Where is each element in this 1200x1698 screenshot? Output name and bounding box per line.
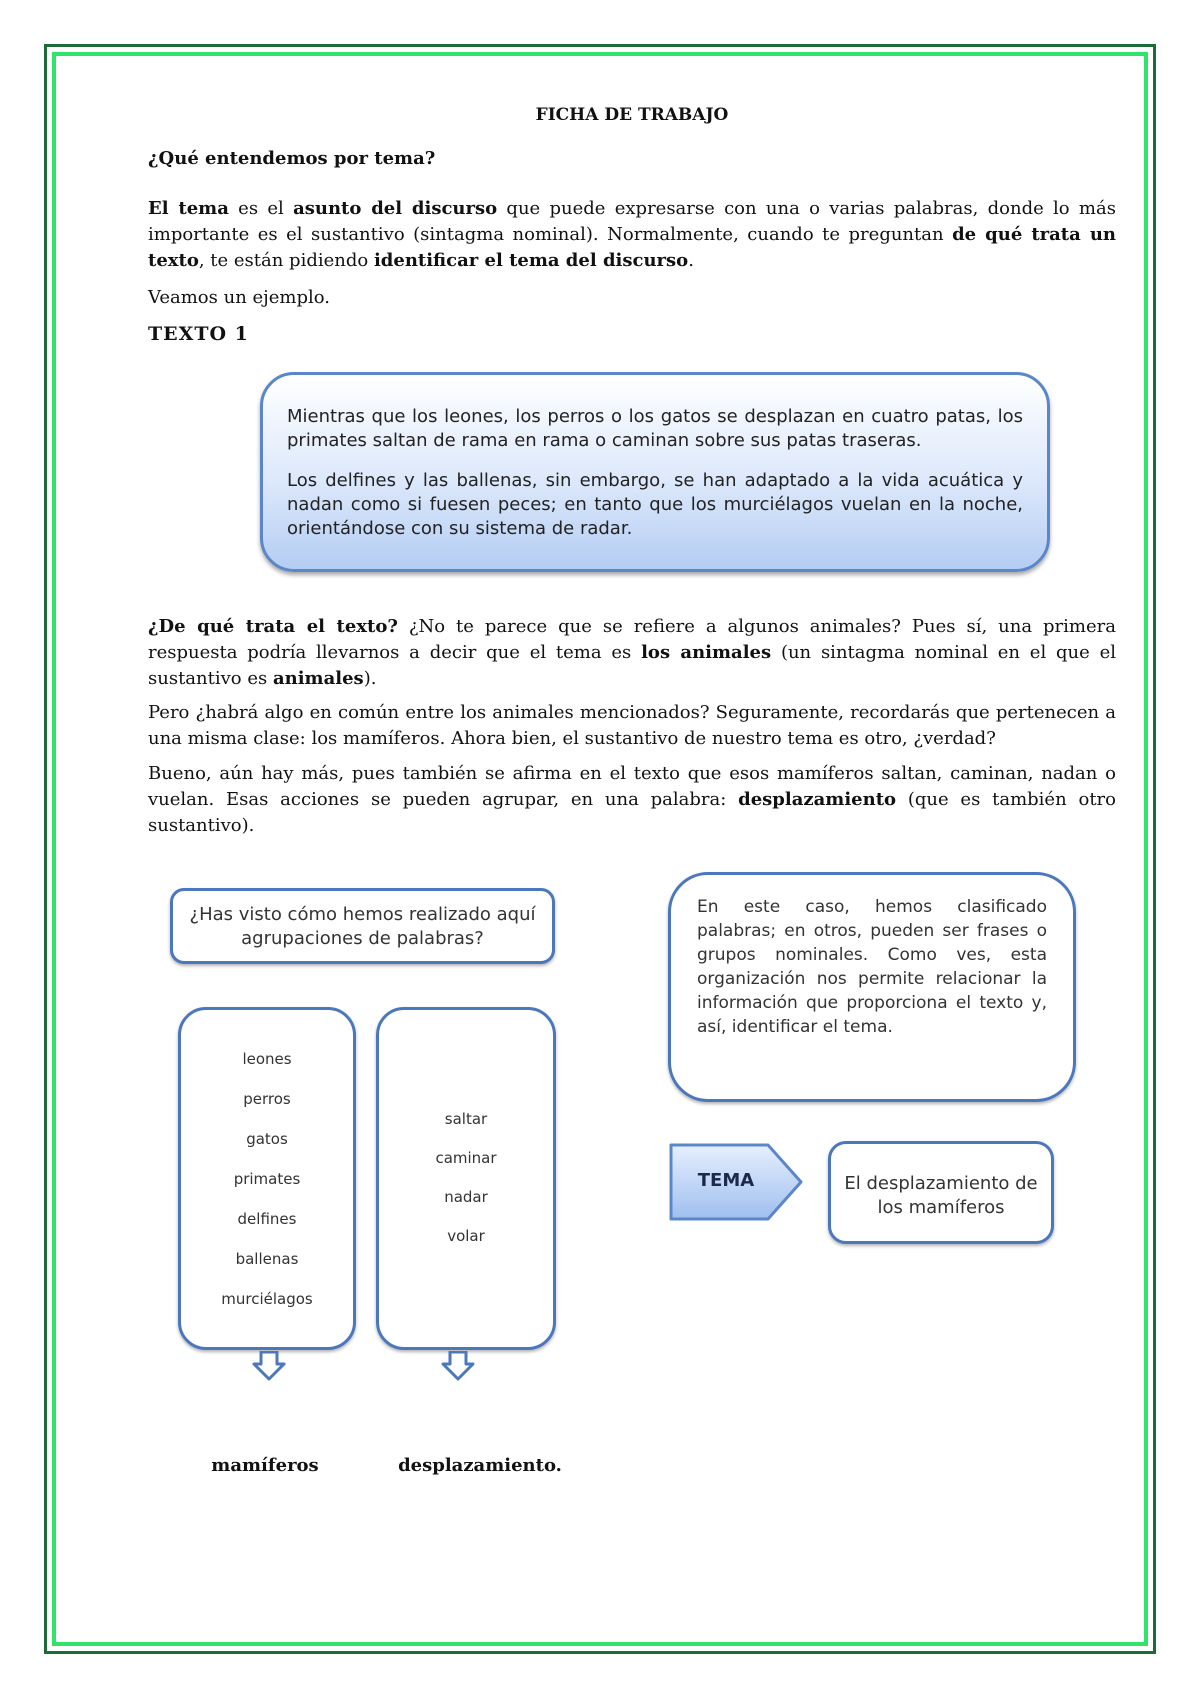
text1-callout	[260, 372, 1050, 572]
list-item: caminar	[435, 1149, 497, 1167]
list-item: saltar	[444, 1110, 488, 1128]
observation-box: En este caso, hemos clasificado palabras; en otros, pueden ser frases o grupos nominales. Como ves, esta organización nos permite relacionar la información que proporciona el texto y, así, identificar el tema.	[668, 872, 1076, 1102]
conclusion-mamiferos: mamíferos	[211, 1455, 319, 1476]
definition-paragraph	[148, 196, 1116, 274]
definition-bold-identificar: identificar el tema del discurso	[373, 250, 689, 271]
page-title: FICHA DE TRABAJO	[535, 105, 729, 125]
tema-label: TEMA	[697, 1170, 755, 1191]
analysis-text: ¿No te parece que se refiere a algunos animales? Pues sí, una primera respuesta podría llevarnos a decir que el tema es	[148, 616, 1116, 663]
definition-bold-trata: de qué trata un texto	[148, 224, 1117, 271]
analysis-bold-desplazamiento: desplazamiento	[738, 789, 897, 810]
definition-text: , te están pidiendo	[198, 250, 374, 271]
analysis-text: (que es también otro sustantivo).	[148, 789, 1116, 836]
analysis-text: Bueno, aún hay más, pues también se afirma en el texto que esos mamíferos saltan, caminan, nadan o vuelan. Esas acciones se pueden agrupar, en una palabra:	[148, 763, 1116, 810]
list-item: ballenas	[235, 1250, 299, 1268]
text1-paragraph-1: Mientras que los leones, los perros o los gatos se desplazan en cuatro patas, los primates saltan de rama en rama o caminan sobre sus patas traseras.	[287, 406, 1023, 451]
list-item: perros	[243, 1090, 291, 1108]
text1-paragraph-2: Los delfines y las ballenas, sin embargo, se han adaptado a la vida acuática y nadan como si fuesen peces; en tanto que los murciélagos vuelan en la noche, orientándose con su sistema de radar.	[287, 470, 1023, 539]
definition-bold-asunto: asunto del discurso	[293, 198, 498, 219]
analysis-text: ).	[363, 668, 377, 689]
analysis-paragraph-3	[148, 761, 1116, 839]
analysis-bold-animales: los animales	[641, 642, 772, 663]
text-label: TEXTO 1	[148, 323, 249, 345]
conclusion-desplazamiento: desplazamiento.	[398, 1455, 562, 1476]
definition-text: es el	[228, 198, 294, 219]
list-item: gatos	[246, 1130, 288, 1148]
list-item: leones	[242, 1050, 292, 1068]
list-item: primates	[233, 1170, 301, 1188]
arrow-down-icon	[252, 1351, 286, 1381]
analysis-paragraph-2: Pero ¿habrá algo en común entre los animales mencionados? Seguramente, recordarás que pertenecen a una misma clase: los mamíferos. Ahora bien, el sustantivo de nuestro tema es otro, ¿verdad?	[148, 702, 1116, 749]
definition-text: que puede expresarse con una o varias palabras, donde lo más importante es el sustantivo (sintagma nominal). Normalmente, cuando te preguntan	[148, 198, 1116, 245]
list-item: murciélagos	[221, 1290, 313, 1308]
analysis-paragraph-1	[148, 614, 1116, 692]
arrow-down-icon	[441, 1351, 475, 1381]
analysis-question: ¿De qué trata el texto?	[148, 616, 398, 637]
definition-text: .	[688, 250, 694, 271]
example-intro: Veamos un ejemplo.	[148, 287, 330, 308]
question-heading: ¿Qué entendemos por tema?	[148, 148, 436, 169]
analysis-bold-sustantivo: animales	[272, 668, 364, 689]
list-item: volar	[447, 1227, 485, 1245]
grouping-question-box: ¿Has visto cómo hemos realizado aquí agrupaciones de palabras?	[170, 888, 555, 964]
animals-column	[178, 1007, 356, 1350]
list-item: delfines	[237, 1210, 297, 1228]
actions-column	[376, 1007, 556, 1350]
tema-answer-box: El desplazamiento de los mamíferos	[828, 1141, 1054, 1244]
analysis-text: (un sintagma nominal en el que el sustantivo es	[148, 642, 1116, 689]
list-item: nadar	[444, 1188, 488, 1206]
definition-bold-tema: El tema	[148, 198, 229, 219]
